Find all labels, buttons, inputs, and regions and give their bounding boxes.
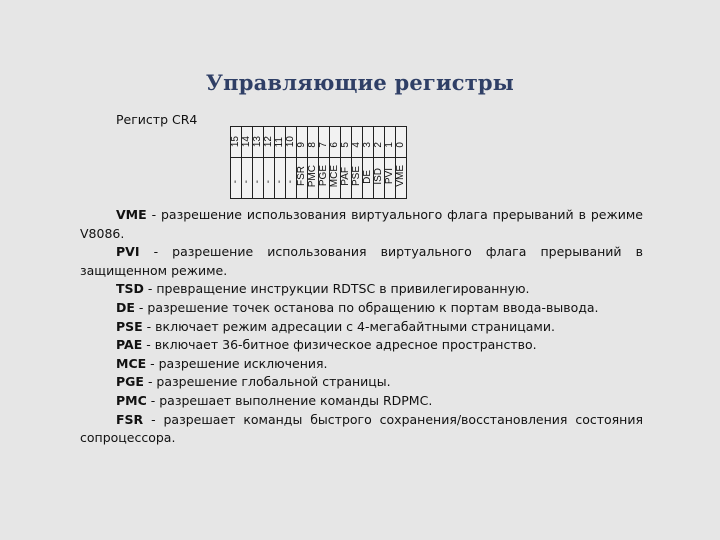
bit-number: 11 xyxy=(274,137,285,148)
bit-name: DE xyxy=(362,169,373,184)
bit-number-cell xyxy=(242,127,253,158)
bit-number: 5 xyxy=(340,141,351,148)
bit-name: PMC xyxy=(307,164,318,188)
bit-name-cell xyxy=(308,158,319,199)
flag-description xyxy=(80,336,643,355)
bit-name: - xyxy=(285,180,296,184)
bit-name-cell xyxy=(330,158,341,199)
flag-description xyxy=(80,243,643,280)
bit-number-cell xyxy=(308,127,319,158)
bit-name-cell xyxy=(319,158,330,199)
bit-name-cell xyxy=(352,158,363,199)
bit-number-cell xyxy=(396,127,407,158)
bit-name-cell xyxy=(231,158,242,199)
flag-descriptions xyxy=(80,206,643,448)
bit-number: 7 xyxy=(318,141,329,148)
bit-number: 6 xyxy=(329,141,340,148)
bit-number-cell xyxy=(341,127,352,158)
slide-title: Управляющие регистры xyxy=(205,70,515,95)
flag-text: - включает режим адресации с 4-мегабайтными страницами. xyxy=(142,318,555,334)
cr4-bit-table xyxy=(230,126,407,199)
flag-text: - разрешение использования виртуального флага прерываний в защищенном режиме. xyxy=(80,244,643,278)
bit-number: 4 xyxy=(351,141,362,148)
flag-text: - разрешение использования виртуального флага прерываний в режиме V8086. xyxy=(80,207,643,241)
register-label: Регистр CR4 xyxy=(116,112,198,127)
bit-number: 3 xyxy=(362,141,373,148)
bit-name: - xyxy=(241,180,252,184)
bit-name: VME xyxy=(395,165,406,187)
bit-number-cell xyxy=(330,127,341,158)
flag-term: VME xyxy=(116,207,147,222)
bit-number-cell xyxy=(264,127,275,158)
flag-text: - включает 36-битное физическое адресное пространство. xyxy=(142,337,537,353)
bit-number: 1 xyxy=(384,141,395,148)
bit-name-cell xyxy=(385,158,396,199)
flag-text: - разрешение исключения. xyxy=(146,355,328,371)
bit-name-row xyxy=(231,158,407,199)
bit-name: - xyxy=(274,180,285,184)
bit-number-cell xyxy=(352,127,363,158)
flag-description xyxy=(80,355,643,374)
bit-name-cell xyxy=(374,158,385,199)
bit-name-cell xyxy=(363,158,374,199)
flag-description xyxy=(80,299,643,318)
bit-name: PAF xyxy=(340,166,351,186)
flag-text: - разрешает выполнение команды RDPMC. xyxy=(146,392,433,408)
bit-number-cell xyxy=(253,127,264,158)
flag-description xyxy=(80,318,643,337)
bit-number: 10 xyxy=(285,136,296,148)
bit-number: 8 xyxy=(307,141,318,148)
bit-name-cell xyxy=(264,158,275,199)
bit-number: 0 xyxy=(395,141,406,148)
bit-name-cell xyxy=(341,158,352,199)
flag-description xyxy=(80,280,643,299)
bit-name-cell xyxy=(275,158,286,199)
bit-number-cell xyxy=(275,127,286,158)
flag-term: PVI xyxy=(116,244,140,260)
flag-term: MCE xyxy=(116,355,147,371)
bit-name: - xyxy=(252,180,263,184)
bit-name: FSR xyxy=(296,166,307,186)
flag-term: PGE xyxy=(116,374,144,390)
bit-number: 15 xyxy=(230,136,241,148)
bit-name-cell xyxy=(286,158,297,199)
flag-text: - разрешение точек останова по обращению к портам ввода-вывода. xyxy=(134,299,599,315)
bit-name: PSE xyxy=(351,165,362,186)
bit-name-cell xyxy=(297,158,308,199)
flag-text: - разрешает команды быстрого сохранения/восстановления состояния сопроцессора. xyxy=(80,411,643,446)
bit-name-cell xyxy=(396,158,407,199)
bit-number: 14 xyxy=(241,136,252,148)
bit-number: 2 xyxy=(373,141,384,148)
flag-description xyxy=(80,411,643,448)
bit-number-cell xyxy=(374,127,385,158)
flag-text: - превращение инструкции RDTSC в привилегированную. xyxy=(143,281,530,297)
bit-number-row xyxy=(231,127,407,158)
bit-number-cell xyxy=(286,127,297,158)
bit-name: MCE xyxy=(329,164,340,188)
bit-name-cell xyxy=(242,158,253,199)
flag-description xyxy=(80,392,643,411)
flag-text: - разрешение глобальной страницы. xyxy=(143,374,391,390)
bit-name: PGE xyxy=(318,165,329,187)
flag-term: PSE xyxy=(116,318,143,334)
bit-name-cell xyxy=(253,158,264,199)
bit-number-cell xyxy=(363,127,374,158)
bit-name: - xyxy=(263,180,274,184)
flag-term: PMC xyxy=(116,392,147,408)
bit-number-cell xyxy=(319,127,330,158)
bit-number: 9 xyxy=(296,141,307,148)
bit-number: 13 xyxy=(252,136,263,148)
flag-description xyxy=(80,373,643,392)
flag-term: DE xyxy=(116,299,135,315)
bit-number: 12 xyxy=(263,136,274,148)
bit-number-cell xyxy=(385,127,396,158)
bit-name: PVI xyxy=(384,167,395,185)
bit-number-cell xyxy=(231,127,242,158)
flag-term: TSD xyxy=(116,281,144,297)
flag-term: PAE xyxy=(116,337,143,353)
bit-number-cell xyxy=(297,127,308,158)
bit-name: ISD xyxy=(373,167,384,185)
flag-term: FSR xyxy=(116,411,144,427)
flag-description xyxy=(80,206,643,243)
bit-name: - xyxy=(230,180,241,184)
